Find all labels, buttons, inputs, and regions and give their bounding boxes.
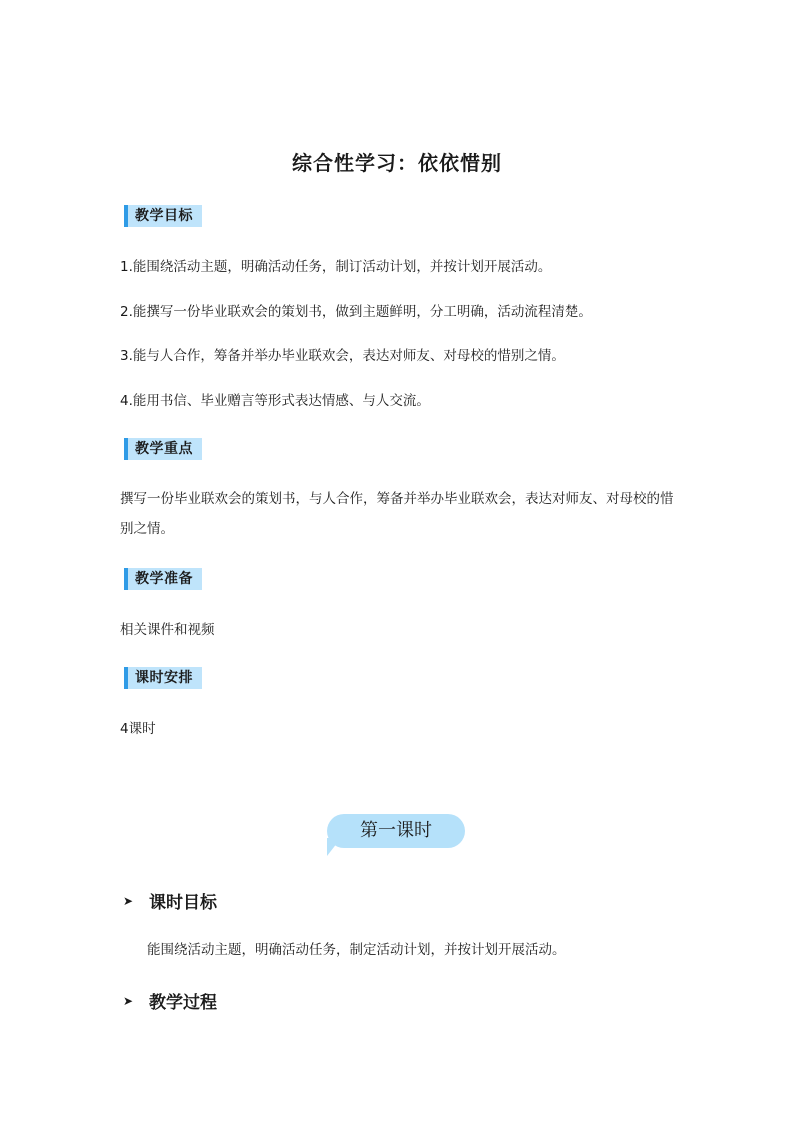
section-header-schedule [124, 667, 202, 689]
lesson-objective-heading-text: 课时目标 [149, 893, 217, 913]
section-header-prep [124, 568, 202, 590]
goal-item-1: 1.能围绕活动主题，明确活动任务，制订活动计划，并按计划开展活动。 [120, 259, 552, 275]
section-header-focus [124, 438, 202, 460]
section-label-prep: 教学准备 [128, 568, 202, 590]
focus-text: 撰写一份毕业联欢会的策划书，与人合作，筹备并举办毕业联欢会，表达对师友、对母校的惜别之情。 [120, 491, 674, 537]
lesson-process-heading-text: 教学过程 [149, 993, 217, 1013]
page-title: 综合性学习：依依惜别 [292, 151, 502, 175]
lesson-process-heading [121, 988, 217, 1013]
section-label-focus: 教学重点 [128, 438, 202, 460]
goal-item-2: 2.能撰写一份毕业联欢会的策划书，做到主题鲜明，分工明确，活动流程清楚。 [120, 304, 592, 320]
lesson-objective-heading [121, 888, 217, 913]
section-label-schedule: 课时安排 [128, 667, 202, 689]
arrowhead-icon: ➤ [122, 993, 134, 1008]
lesson-badge: 第一课时 [327, 814, 465, 848]
section-label-goals: 教学目标 [128, 205, 202, 227]
prep-text: 相关课件和视频 [120, 622, 215, 638]
section-header-goals [124, 205, 202, 227]
schedule-text: 4课时 [120, 721, 156, 737]
lesson-objective-text: 能围绕活动主题，明确活动任务，制定活动计划，并按计划开展活动。 [147, 942, 566, 958]
goal-item-3: 3.能与人合作，筹备并举办毕业联欢会，表达对师友、对母校的惜别之情。 [120, 348, 565, 364]
arrowhead-icon: ➤ [122, 893, 134, 908]
goal-item-4: 4.能用书信、毕业赠言等形式表达情感、与人交流。 [120, 393, 430, 409]
